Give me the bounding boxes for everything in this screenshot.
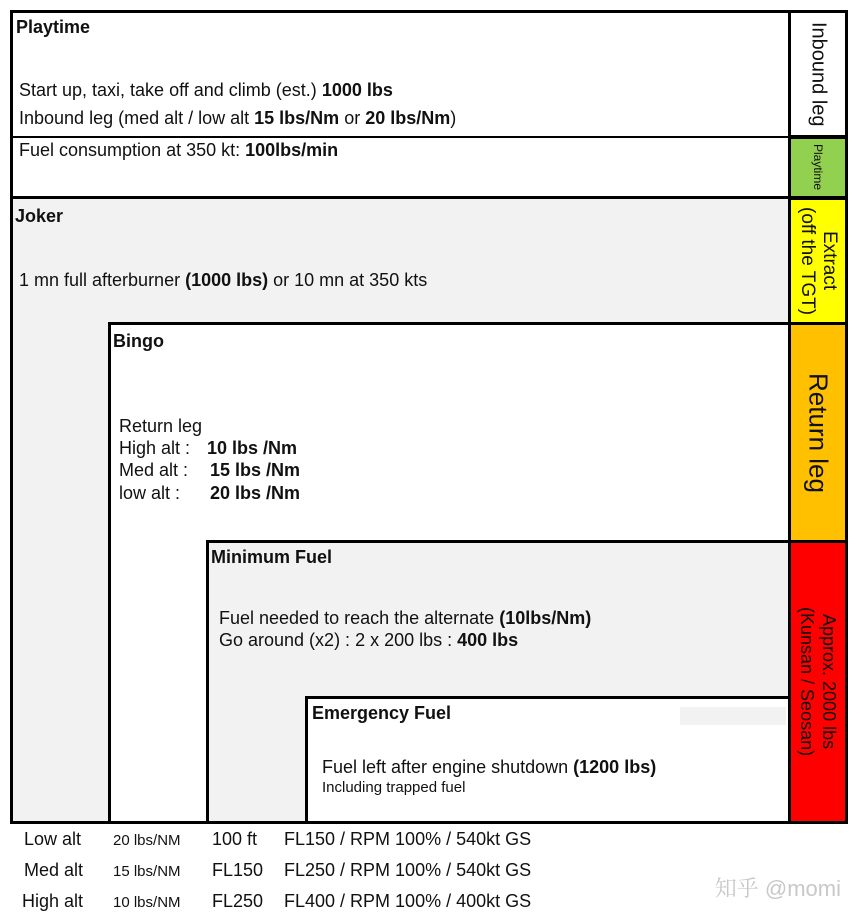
emergency-trapped-line: Including trapped fuel <box>322 779 466 796</box>
bingo-low-alt-value: 20 lbs /Nm <box>210 483 301 503</box>
legend-alt: Low alt <box>24 829 82 849</box>
joker-afterburner-line <box>19 270 427 291</box>
startup-value: 1000 lbs <box>321 80 393 100</box>
legend-profile: FL150 / RPM 100% / 540kt GS <box>284 829 532 849</box>
inbound-low-value: 20 lbs/Nm <box>365 108 451 128</box>
minimum-fuel-alternate-line <box>219 608 591 629</box>
fuel-consumption-line <box>19 140 338 161</box>
legend-profile: FL400 / RPM 100% / 400kt GS <box>284 891 532 911</box>
go-around-value: 400 lbs <box>457 630 519 650</box>
bingo-title: Bingo <box>113 331 164 351</box>
joker-title: Joker <box>15 206 64 226</box>
emergency-fuel-title: Emergency Fuel <box>312 703 452 723</box>
consumption-text: Fuel consumption at 350 kt: <box>19 140 246 160</box>
shutdown-text: Fuel left after engine shutdown <box>322 757 574 777</box>
legend-row-high <box>0 891 580 919</box>
side-inbound-leg: Inbound leg <box>788 10 848 138</box>
legend-alt: Med alt <box>24 860 84 880</box>
legend-rate: 10 lbs/NM <box>113 894 181 911</box>
go-around-text: Go around (x2) : 2 x 200 lbs : <box>219 630 458 650</box>
playtime-panel <box>10 10 791 199</box>
joker-text-b: or 10 mn at 350 kts <box>268 270 428 290</box>
side-approx: Approx. 2000 lbs (Kunsan / Seosan) <box>788 540 848 824</box>
bingo-high-alt-label: High alt : <box>119 438 191 458</box>
shutdown-value: (1200 lbs) <box>573 757 657 777</box>
side-return-leg: Return leg <box>788 322 848 543</box>
consumption-value: 100lbs/min <box>245 140 339 160</box>
joker-text-a: 1 mn full afterburner <box>19 270 186 290</box>
legend-rate: 15 lbs/NM <box>113 863 181 880</box>
grey-strip <box>680 707 786 725</box>
legend-profile: FL250 / RPM 100% / 540kt GS <box>284 860 532 880</box>
joker-value: (1000 lbs) <box>185 270 269 290</box>
legend-level: FL150 <box>212 860 264 880</box>
legend-row-med <box>0 860 580 888</box>
legend-level: FL250 <box>212 891 264 911</box>
playtime-divider <box>10 136 791 138</box>
bingo-low-alt-label: low alt : <box>119 483 181 503</box>
side-extract: Extract (off the TGT) <box>788 197 848 325</box>
legend-level: 100 ft <box>212 829 258 849</box>
bingo-med-alt-label: Med alt : <box>119 460 189 480</box>
legend-row-low <box>0 829 580 857</box>
playtime-inbound-line <box>19 108 456 129</box>
bingo-med-alt-value: 15 lbs /Nm <box>210 460 301 480</box>
side-playtime: Playtime <box>788 136 848 199</box>
legend-alt: High alt <box>22 891 84 911</box>
bingo-return-leg: Return leg <box>119 416 203 436</box>
inbound-text-a: Inbound leg (med alt / low alt <box>19 108 255 128</box>
playtime-startup-line <box>19 80 393 101</box>
emergency-shutdown-line <box>322 757 656 778</box>
inbound-text-c: ) <box>450 108 457 128</box>
inbound-text-b: or <box>339 108 366 128</box>
playtime-title: Playtime <box>16 17 91 37</box>
alternate-value: (10lbs/Nm) <box>499 608 592 628</box>
minimum-fuel-go-around-line <box>219 630 518 651</box>
minimum-fuel-title: Minimum Fuel <box>211 547 332 567</box>
legend-rate: 20 lbs/NM <box>113 832 181 849</box>
watermark: 知乎 @momi <box>714 876 841 901</box>
startup-text: Start up, taxi, take off and climb (est.) <box>19 80 322 100</box>
alternate-text: Fuel needed to reach the alternate <box>219 608 500 628</box>
inbound-med-value: 15 lbs/Nm <box>254 108 340 128</box>
bingo-high-alt-value: 10 lbs /Nm <box>207 438 298 458</box>
